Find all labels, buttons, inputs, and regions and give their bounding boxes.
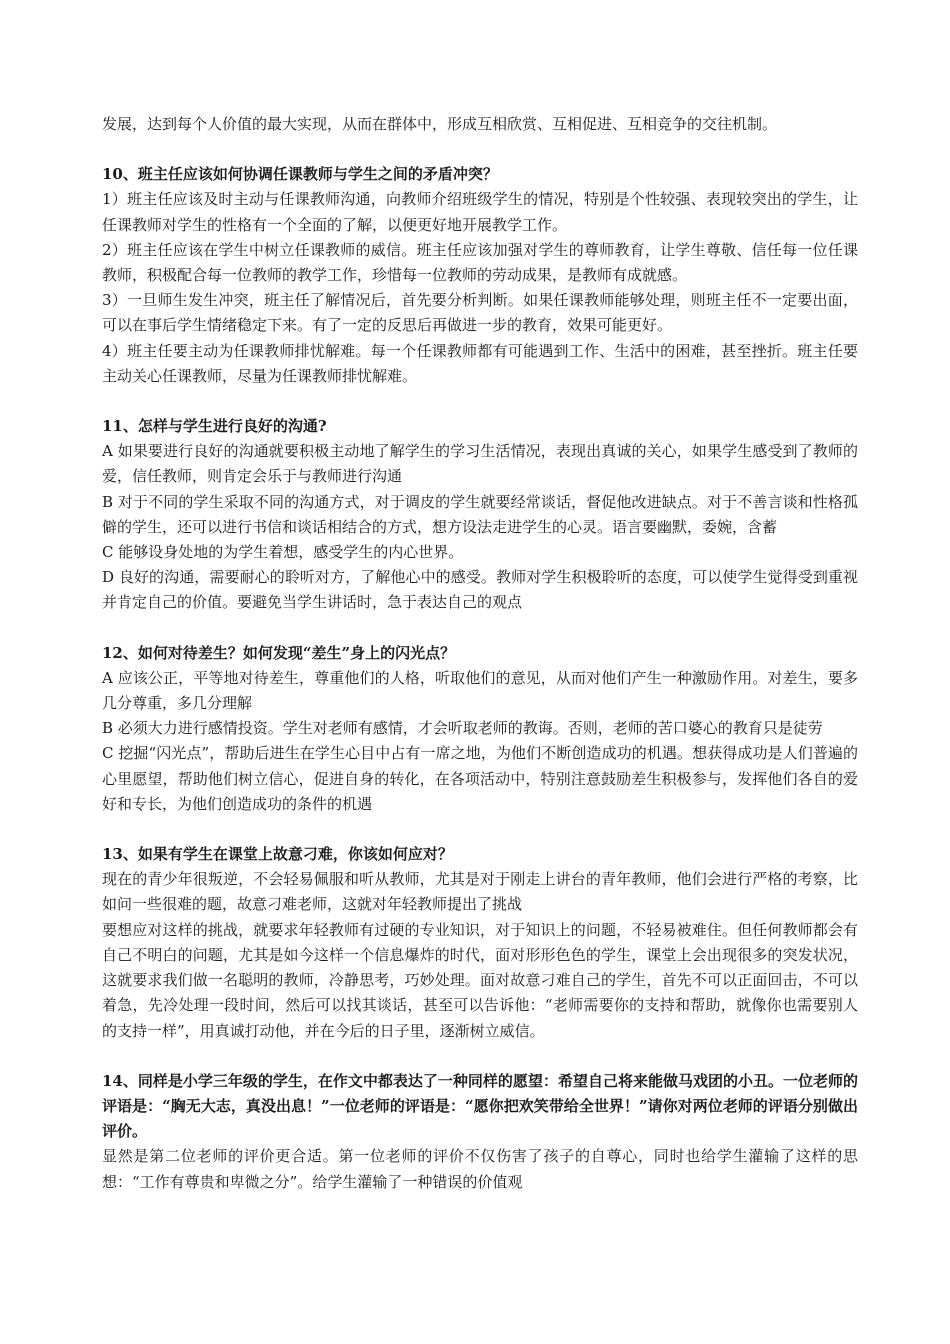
- spacer: [102, 137, 858, 162]
- answer-paragraph: 1）班主任应该及时主动与任课教师沟通，向教师介绍班级学生的情况，特别是个性较强、表现较突出的学生，让任课教师对学生的性格有一个全面的了解，以便更好地开展教学工作。: [102, 190, 858, 234]
- document-page: [102, 112, 858, 1195]
- spacer: [102, 389, 858, 414]
- answer-paragraph: B 对于不同的学生采取不同的沟通方式，对于调皮的学生就要经常谈话，督促他改进缺点。对于不善言谈和性格孤僻的学生，还可以进行书信和谈话相结合的方式，想方设法走进学生的心灵。语言要幽默，委婉，含蓄: [102, 492, 858, 536]
- intro-paragraph: 发展，达到每个人价值的最大实现，从而在群体中，形成互相欣赏、互相促进、互相竞争的交往机制。: [102, 115, 778, 133]
- answer-paragraph: 3）一旦师生发生冲突，班主任了解情况后，首先要分析判断。如果任课教师能够处理，则班主任不一定要出面，可以在事后学生情绪稳定下来。有了一定的反思后再做进一步的教育，效果可能更好。: [102, 291, 858, 335]
- answer-paragraph: C 能够设身处地的为学生着想，感受学生的内心世界。: [102, 543, 464, 562]
- question-heading: 10、班主任应该如何协调任课教师与学生之间的矛盾冲突？: [102, 165, 498, 184]
- spacer: [102, 616, 858, 641]
- spacer: [102, 1044, 858, 1069]
- answer-paragraph: A 应该公正，平等地对待差生，尊重他们的人格，听取他们的意见，从而对他们产生一种激励作用。对差生，要多几分尊重，多几分理解: [102, 668, 858, 713]
- section-12: [102, 641, 858, 817]
- answer-paragraph: A 如果要进行良好的沟通就要积极主动地了解学生的学习生活情况，表现出真诚的关心，如果学生感受到了教师的爱，信任教师，则肯定会乐于与教师进行沟通: [102, 442, 858, 486]
- answer-paragraph: 4）班主任要主动为任课教师排忧解难。每一个任课教师都有可能遇到工作、生活中的困难，甚至挫折。班主任要主动关心任课教师，尽量为任课教师排忧解难。: [102, 341, 858, 385]
- section-13: [102, 842, 858, 1044]
- question-heading: 14、同样是小学三年级的学生，在作文中都表达了一种同样的愿望：希望自己将来能做马戏团的小丑。一位老师的评语是：“胸无大志，真没出息！”一位老师的评语是：“愿你把欢笑带给全世界！”请你对两位老师的评语分别做出评价。: [102, 1071, 858, 1141]
- spacer: [102, 817, 858, 842]
- answer-paragraph: C 挖掘“闪光点”，帮助后进生在学生心目中占有一席之地，为他们不断创造成功的机遇。想获得成功是人们普遍的心里愿望，帮助他们树立信心，促进自身的转化，在各项活动中，特别注意鼓励差生积极参与，发挥他们各自的爱好和专长，为他们创造成功的条件的机遇: [102, 744, 858, 813]
- section-10: [102, 162, 858, 389]
- section-14: [102, 1069, 858, 1195]
- question-heading: 13、如果有学生在课堂上故意刁难，你该如何应对？: [102, 845, 453, 864]
- answer-paragraph: B 必须大力进行感情投资。学生对老师有感情，才会听取老师的教诲。否则，老师的苦口婆心的教育只是徒劳: [102, 719, 823, 738]
- answer-paragraph: 2）班主任应该在学生中树立任课教师的威信。班主任应该加强对学生的尊师教育，让学生尊敬、信任每一位任课教师，积极配合每一位教师的教学工作，珍惜每一位教师的劳动成果，是教师有成就感。: [102, 240, 858, 285]
- question-heading: 11、怎样与学生进行良好的沟通?: [102, 417, 327, 436]
- answer-paragraph: 现在的青少年很叛逆，不会轻易佩服和听从教师，尤其是对于刚走上讲台的青年教师，他们会进行严格的考察，比如问一些很难的题，故意刁难老师，这就对年轻教师提出了挑战: [102, 870, 858, 914]
- section-11: [102, 414, 858, 616]
- answer-paragraph: 要想应对这样的挑战，就要求年轻教师有过硬的专业知识，对于知识上的问题，不轻易被难住。但任何教师都会有自己不明白的问题，尤其是如今这样一个信息爆炸的时代，面对形形色色的学生，课堂上会出现很多的突发状况，这就要求我们做一名聪明的教师，冷静思考，巧妙处理。面对故意刁难自己的学生，首先不可以正面回击，不可以着急，先冷处理一段时间，然后可以找其谈话，甚至可以告诉他：“老师需要你的支持和帮助，就像你也需要别人的支持一样”，用真诚打动他，并在今后的日子里，逐渐树立威信。: [102, 920, 858, 1040]
- answer-paragraph: 显然是第二位老师的评价更合适。第一位老师的评价不仅伤害了孩子的自尊心，同时也给学生灌输了这样的思想：“工作有尊贵和卑微之分”。给学生灌输了一种错误的价值观: [102, 1147, 858, 1191]
- question-heading: 12、如何对待差生？如何发现“差生”身上的闪光点？: [102, 643, 456, 662]
- answer-paragraph: D 良好的沟通，需要耐心的聆听对方，了解他心中的感受。教师对学生积极聆听的态度，可以使学生觉得受到重视并肯定自己的价值。要避免当学生讲话时，急于表达自己的观点: [102, 568, 858, 612]
